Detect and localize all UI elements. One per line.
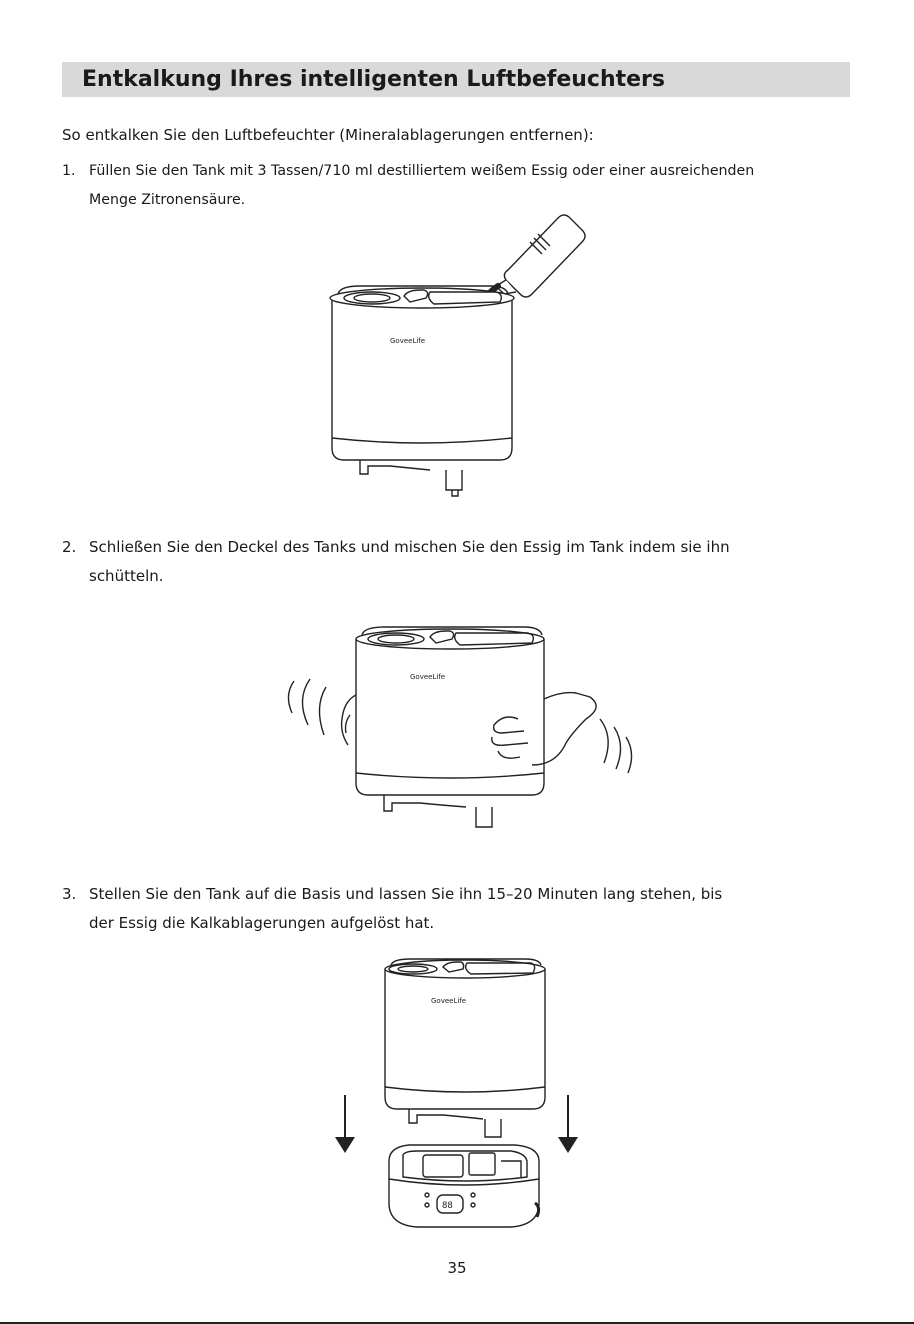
step-text bbox=[89, 533, 859, 591]
step-line: Füllen Sie den Tank mit 3 Tassen/710 ml destilliertem weißem Essig oder einer ausreichenden bbox=[89, 163, 755, 179]
brand-logo-text: GoveeLife bbox=[410, 673, 446, 681]
step-line: Stellen Sie den Tank auf die Basis und lassen Sie ihn 15–20 Minuten lang stehen, bis bbox=[89, 885, 723, 903]
motion-lines-left-icon bbox=[288, 679, 326, 735]
brand-logo-text: GoveeLife bbox=[431, 997, 467, 1005]
brand-logo-text: GoveeLife bbox=[390, 337, 426, 345]
step-line: Menge Zitronensäure. bbox=[89, 192, 246, 208]
step-number: 3. bbox=[62, 885, 77, 903]
illustration-place-on-base bbox=[325, 955, 595, 1240]
step-line: der Essig die Kalkablagerungen aufgelöst hat. bbox=[89, 914, 435, 932]
step-number: 1. bbox=[62, 163, 76, 179]
illustration-shake-tank bbox=[270, 615, 640, 840]
down-arrow-left-icon bbox=[335, 1095, 355, 1153]
display-readout: 88 bbox=[442, 1201, 453, 1211]
left-hand-icon bbox=[342, 695, 356, 745]
vinegar-bottle-icon bbox=[496, 215, 585, 297]
section-title-bar bbox=[62, 62, 850, 97]
step-text bbox=[89, 880, 859, 938]
page-title: Entkalkung Ihres intelligenten Luftbefeuchters bbox=[82, 67, 665, 92]
down-arrow-right-icon bbox=[558, 1095, 578, 1153]
step-line: schütteln. bbox=[89, 567, 164, 585]
step-number: 2. bbox=[62, 538, 77, 556]
motion-lines-right-icon bbox=[600, 719, 632, 773]
illustration-pour-vinegar bbox=[320, 198, 590, 503]
step-line: Schließen Sie den Deckel des Tanks und mischen Sie den Essig im Tank indem sie ihn bbox=[89, 538, 730, 556]
intro-text: So entkalken Sie den Luftbefeuchter (Mineralablagerungen entfernen): bbox=[62, 126, 594, 144]
page-number: 35 bbox=[447, 1259, 467, 1277]
